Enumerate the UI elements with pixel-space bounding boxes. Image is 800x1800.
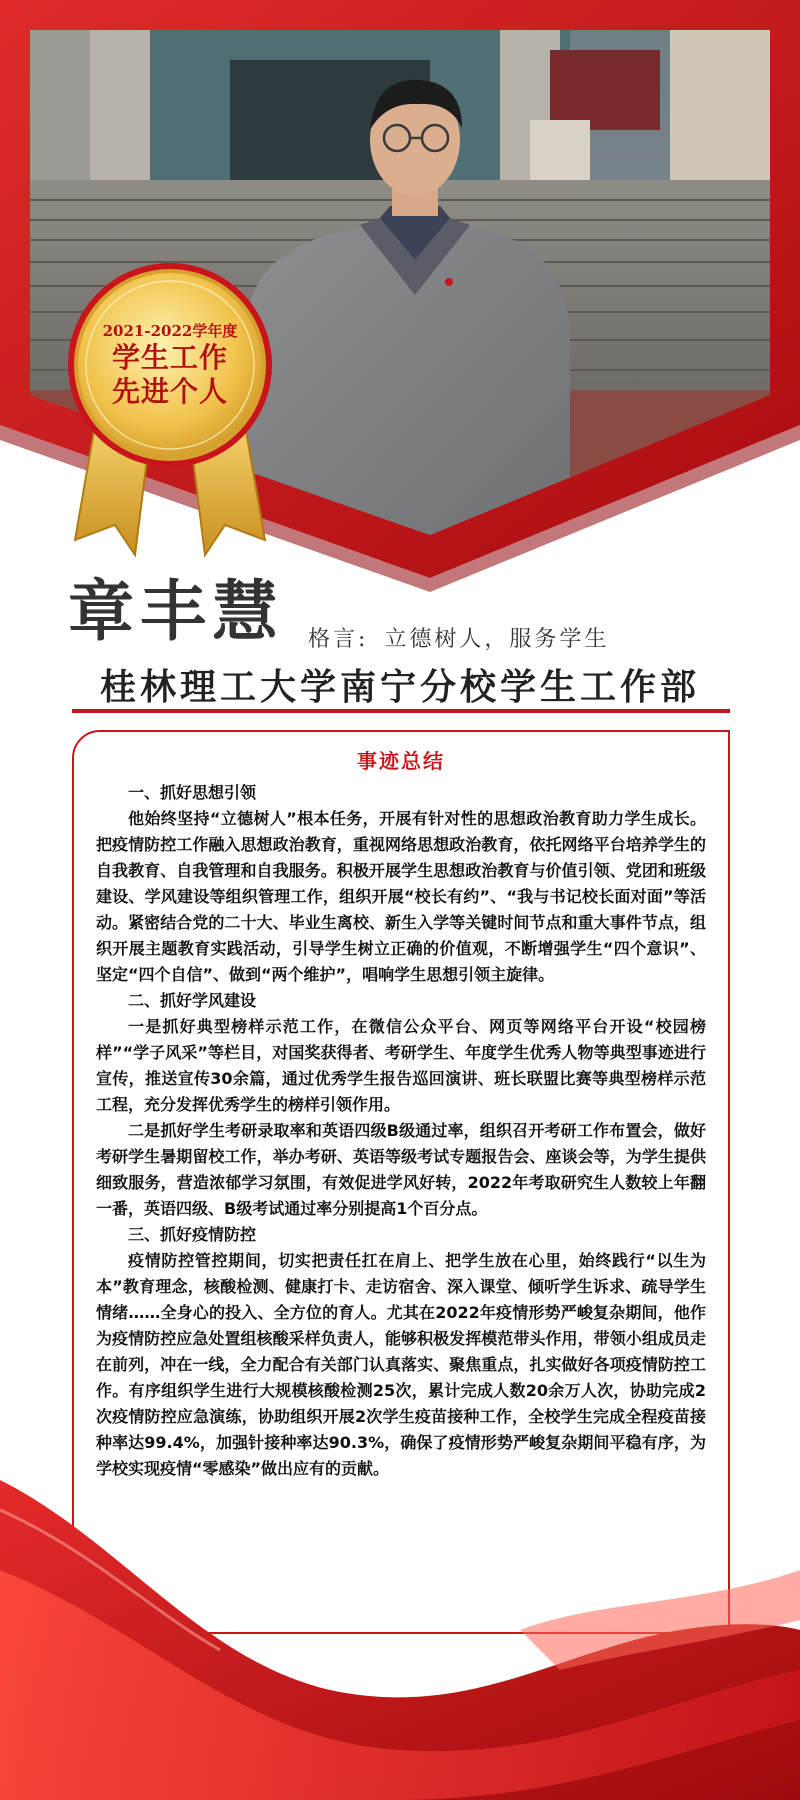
divider <box>72 709 730 713</box>
motto-text: 立德树人，服务学生 <box>384 627 610 652</box>
award-badge-icon <box>55 255 285 585</box>
person-name: 章丰慧 <box>68 573 284 650</box>
red-ribbon-decoration <box>0 1420 800 1800</box>
badge-line-1: 学生工作 <box>111 341 228 374</box>
motto <box>308 622 609 653</box>
summary-content <box>96 746 706 1482</box>
badge-label <box>80 320 260 409</box>
badge-line-2: 先进个人 <box>111 375 228 408</box>
section-paragraph: 他始终坚持“立德树人”根本任务，开展有针对性的思想政治教育助力学生成长。把疫情防控工作融入思想政治教育，重视网络思想政治教育，依托网络平台培养学生的自我教育、自我管理和自我服务。积极开展学生思想政治教育与价值引领、党团和班级建设、学风建设等组织管理工作，组织开展“校长有约”、“我与书记校长面对面”等活动。紧密结合党的二十大、毕业生离校、新生入学等关键时间节点和重大事件节点，组织开展主题教育实践活动，引导学生树立正确的价值观，不断增强学生“四个意识”、坚定“四个自信”、做到“两个维护”，唱响学生思想引领主旋律。 <box>96 809 706 984</box>
motto-label: 格言: <box>308 627 369 652</box>
section-heading: 三、抓好疫情防控 <box>128 1225 257 1244</box>
section-heading: 一、抓好思想引领 <box>128 783 257 802</box>
badge-year: 2021-2022学年度 <box>102 322 238 340</box>
section-paragraph: 一是抓好典型榜样示范工作，在微信公众平台、网页等网络平台开设“校园榜样”“学子风采”等栏目，对国奖获得者、考研学生、年度学生优秀人物等典型事迹进行宣传，推送宣传30余篇，通过优秀学生报告巡回演讲、班长联盟比赛等典型榜样示范工程，充分发挥优秀学生的榜样引领作用。 <box>96 1017 706 1114</box>
summary-title: 事迹总结 <box>357 749 445 773</box>
section-paragraph: 疫情防控管控期间，切实把责任扛在肩上、把学生放在心里，始终践行“以生为本”教育理念，核酸检测、健康打卡、走访宿舍、深入课堂、倾听学生诉求、疏导学生情绪……全身心的投入、全方位的育人。尤其在2022年疫情形势严峻复杂期间，他作为疫情防控应急处置组核酸采样负责人，能够积极发挥模范带头作用，带领小组成员走在前列，冲在一线，全力配合有关部门认真落实、聚焦重点，扎实做好各项疫情防控工作。有序组织学生进行大规模核酸检测25次，累计完成人数20余万人次，协助完成2次疫情防控应急演练，协助组织开展2次学生疫苗接种工作，全校学生完成全程疫苗接种率达99.4%，加强针接种率达90.3%，确保了疫情形势严峻复杂期间平稳有序，为学校实现疫情“零感染”做出应有的贡献。 <box>96 1251 706 1478</box>
section-paragraph: 二是抓好学生考研录取率和英语四级B级通过率，组织召开考研工作布置会，做好考研学生暑期留校工作，举办考研、英语等级考试专题报告会、座谈会等，为学生提供细致服务，营造浓郁学习氛围，有效促进学风好转，2022年考取研究生人数较上年翻一番，英语四级、B级考试通过率分别提高1个百分点。 <box>96 1121 706 1218</box>
department-title: 桂林理工大学南宁分校学生工作部 <box>100 667 701 708</box>
section-heading: 二、抓好学风建设 <box>128 991 257 1010</box>
